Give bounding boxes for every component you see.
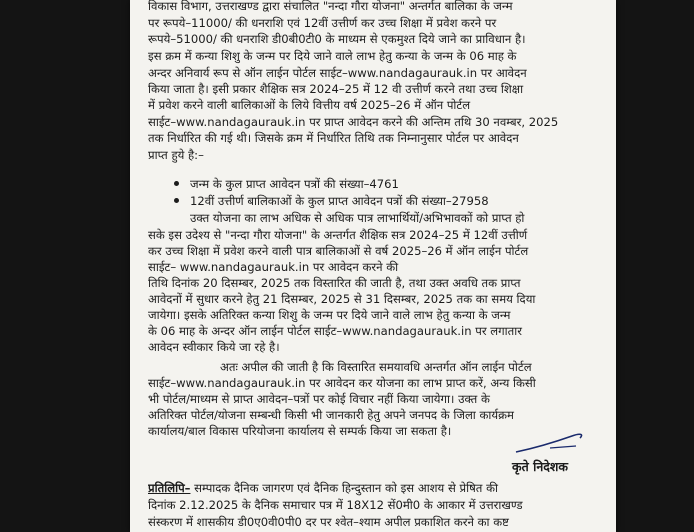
text-line: तक निर्धारित की गई थी। जिसके क्रम में निर्धारित तिथि तक निम्नानुसार पोर्टल पर आवेदन: [148, 131, 519, 145]
text-line: कार्यालय/बाल विकास परियोजना कार्यालय से सम्पर्क किया जा सकता है।: [148, 424, 452, 438]
text-line: अतिरिक्त पोर्टल/योजना सम्बन्धी किसी भी जानकारी हेतु अपने जनपद के जिला कार्यक्रम: [148, 408, 514, 422]
text-line: तिथि दिनांक 20 दिसम्बर, 2025 तक विस्तारित की जाती है, तथा उक्त अवधि तक प्राप्त: [148, 276, 521, 290]
text-line: आवेदनों में सुधार करने हेतु 21 दिसम्बर, 2025 से 31 दिसम्बर, 2025 तक का समय दिया: [148, 292, 536, 306]
text-line: पर रूपये–11000/ की धनराशि एवं 12वीं उत्तीर्ण कर उच्च शिक्षा में प्रवेश करने पर: [148, 16, 497, 30]
copy-label: प्रतिलिपि–: [148, 481, 191, 495]
copy-line: दिनांक 2.12.2025 के दैनिक समाचार पत्र में 18X12 सें0मी0 के आकार में उत्तराखण्ड: [148, 498, 523, 512]
copy-text: सम्पादक दैनिक जागरण एवं दैनिक हिन्दुस्तान को इस आशय से प्रेषित की: [194, 481, 498, 495]
signature-icon: [510, 428, 610, 458]
text-line: सके इस उदेश्य से "नन्दा गौरा योजना" के अन्तर्गत शैक्षिक सत्र 2024–25 में 12वीं उत्तीर्ण: [148, 228, 528, 242]
bullet-item: 12वीं उत्तीर्ण बालिकाओं के कुल प्राप्त आवेदन पत्रों की संख्या–27958: [190, 194, 489, 208]
bullet-icon: [174, 198, 179, 203]
signatory-title: कृते निदेशक: [512, 459, 568, 474]
text-line: आवेदन स्वीकार किये जा रहे है।: [148, 340, 280, 354]
text-line: के 06 माह के अन्दर ऑन लाईन पोर्टल साईट–www.nandagaurauk.in पर लगातार: [148, 324, 522, 338]
text-line: इस क्रम में कन्या शिशु के जन्म पर दिये जाने वाले लाभ हेतु कन्या के जन्म के 06 माह के: [148, 49, 517, 63]
text-line: अतः अपील की जाती है कि विस्तारित समयावधि अन्तर्गत ऑन लाईन पोर्टल: [220, 360, 532, 374]
document-page: [130, 0, 616, 532]
text-line: अन्दर अनिवार्य रूप से ऑन लाईन पोर्टल साईट–www.nandagaurauk.in पर आवेदन: [148, 66, 527, 80]
text-line: भी पोर्टल/माध्यम से प्राप्त आवेदन–पत्रों पर कोई विचार नहीं किया जायेगा। उक्त के: [148, 392, 490, 406]
text-line: प्राप्त हुये है:–: [148, 148, 204, 162]
bullet-item: जन्म के कुल प्राप्त आवेदन पत्रों की संख्या–4761: [190, 177, 399, 191]
text-line: विकास विभाग, उत्तराखण्ड द्वारा संचालित "नन्दा गौरा योजना" अन्तर्गत बालिका के जन्म: [148, 0, 513, 13]
copy-line: संस्करण में शासकीय डी0ए0वी0पी0 दर पर श्वेत–श्याम अपील प्रकाशित करने का कष्ट: [148, 515, 509, 529]
text-line: किया जाता है। इसी प्रकार शैक्षिक सत्र 2024–25 में 12 वी उत्तीर्ण करने तथा उच्च शिक्षा: [148, 82, 524, 96]
text-line: में प्रवेश करने वाली बालिकाओं के लिये वित्तीय वर्ष 2025–26 में ऑन पोर्टल: [148, 98, 471, 112]
text-line: साईट– www.nandagaurauk.in पर आवेदन करने की: [148, 260, 399, 274]
bullet-icon: [174, 181, 179, 186]
text-line: उक्त योजना का लाभ अधिक से अधिक पात्र लाभार्थियों/अभिभावकों को प्राप्त हो: [190, 211, 525, 225]
text-line: कर उच्च शिक्षा में प्रवेश करने वाली पात्र बालिकाओं से वर्ष 2025–26 में ऑन लाईन पोर्टल: [148, 244, 529, 258]
text-line: जायेगा। इसके अतिरिक्त कन्या शिशु के जन्म पर दिये जाने वाले लाभ हेतु कन्या के जन्म: [148, 308, 511, 322]
text-line: साईट–www.nandagaurauk.in पर प्राप्त आवेदन करने की अन्तिम तथि 30 नवम्बर, 2025: [148, 115, 559, 129]
text-line: साईट–www.nandagaurauk.in पर आवेदन कर योजना का लाभ प्राप्त करें, अन्य किसी: [148, 376, 536, 390]
text-line: रूपये–51000/ की धनराशि डी0बी0टी0 के माध्यम से एकमुश्त दिये जाने का प्राविधान है।: [148, 32, 526, 46]
